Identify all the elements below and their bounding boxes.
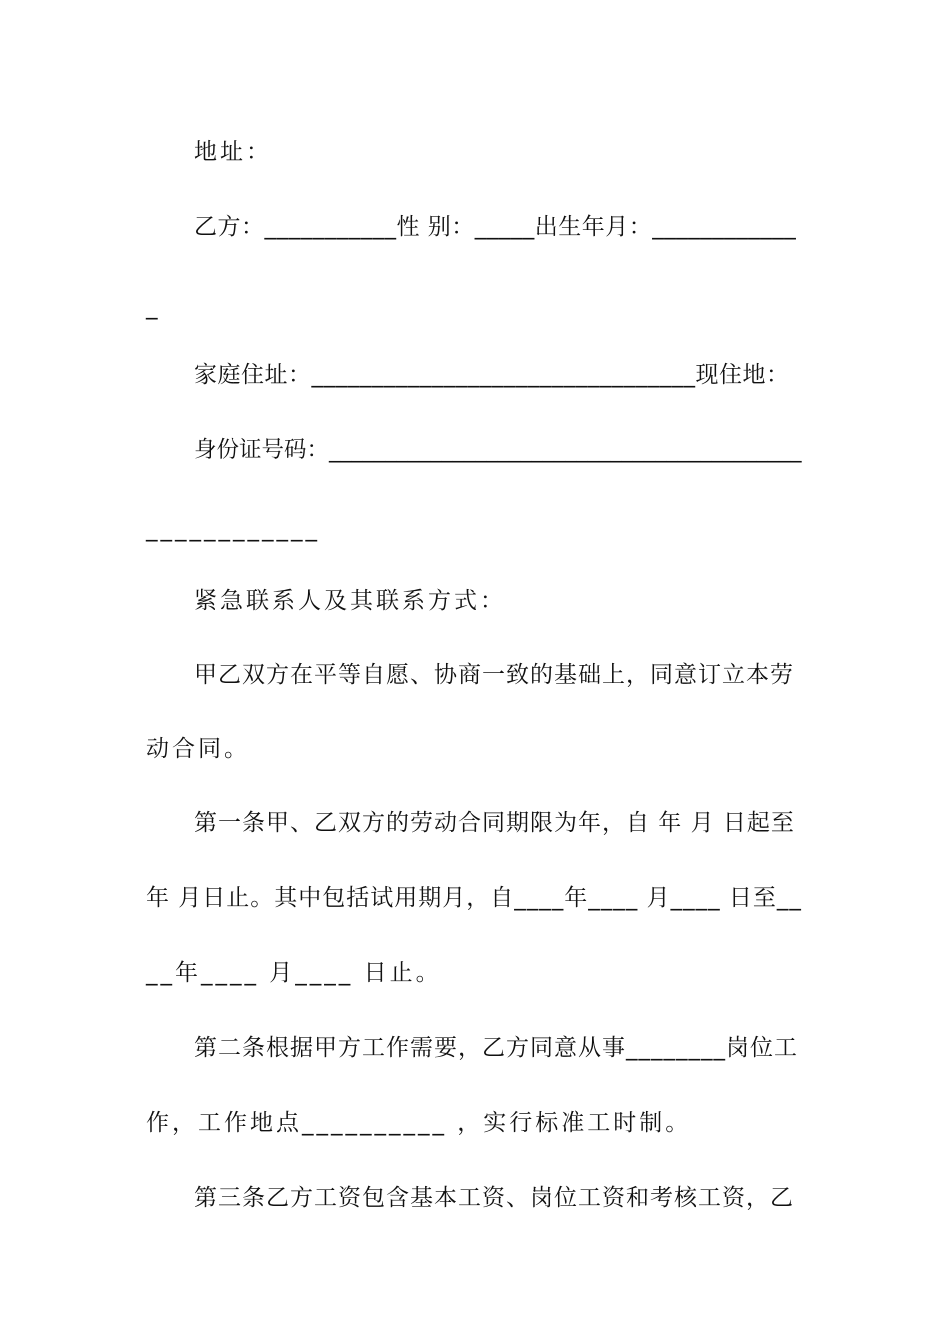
paragraph-intro: 甲乙双方在平等自愿、协商一致的基础上，同意订立本劳 — [194, 662, 794, 688]
party-b-line: 乙方：___________性 别：_____出生年月：____________ — [194, 214, 797, 240]
paragraph-intro-continued: 动合同。 — [146, 736, 250, 762]
article-one: 第一条甲、乙双方的劳动合同期限为年，自 年 月 日起至 — [194, 810, 795, 836]
article-one-continued-2: __年____ 月____ 日止。 — [146, 960, 442, 986]
article-two-continued: 作，工作地点__________ ，实行标准工时制。 — [146, 1110, 692, 1136]
home-address-line: 家庭住址：________________________________现住地： — [194, 362, 790, 388]
article-one-continued-1: 年 月日止。其中包括试用期月，自____年____ 月____ 日至__ — [146, 885, 802, 911]
article-two: 第二条根据甲方工作需要，乙方同意从事________岗位工 — [194, 1035, 798, 1061]
address-line: 地址： — [194, 139, 272, 165]
party-b-line-continued: _ — [146, 294, 161, 320]
id-number-line-continued: ____________ — [146, 516, 320, 542]
emergency-contact-line: 紧急联系人及其联系方式： — [194, 588, 506, 614]
article-three: 第三条乙方工资包含基本工资、岗位工资和考核工资，乙 — [194, 1185, 794, 1211]
id-number-line: 身份证号码：__________________________________________ — [194, 437, 802, 463]
